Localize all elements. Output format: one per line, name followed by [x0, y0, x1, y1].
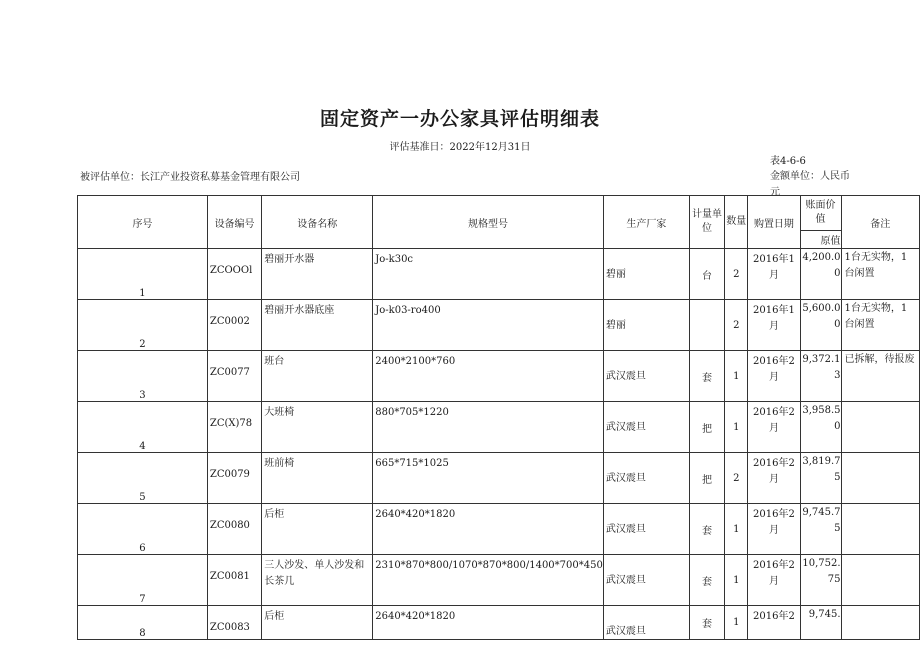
- cell-unit: [689, 300, 724, 351]
- cell-seq: 3: [78, 351, 208, 402]
- cell-unit: 套: [689, 504, 724, 555]
- table-row: [78, 351, 920, 402]
- cell-remark: [841, 606, 919, 640]
- cell-original-value: 10,752.75: [800, 555, 841, 606]
- cell-remark: [841, 453, 919, 504]
- cell-code: ZC0081: [207, 555, 261, 606]
- cell-original-value: 4,200.00: [800, 249, 841, 300]
- cell-remark: 已拆解，待报废: [841, 351, 919, 402]
- table-row: [78, 555, 920, 606]
- cell-model: 2400*2100*760: [373, 351, 604, 402]
- cell-unit: 把: [689, 453, 724, 504]
- cell-qty: 1: [725, 504, 748, 555]
- header-buy-date: 购置日期: [748, 196, 800, 249]
- cell-maker: 武汉震旦: [603, 555, 689, 606]
- cell-qty: 2: [725, 453, 748, 504]
- cell-remark: 1台无实物，1台闲置: [841, 249, 919, 300]
- header-code: 设备编号: [207, 196, 261, 249]
- cell-unit: 把: [689, 402, 724, 453]
- cell-original-value: 3,958.50: [800, 402, 841, 453]
- cell-buy-date: 2016年2月: [748, 555, 800, 606]
- cell-seq: 1: [78, 249, 208, 300]
- cell-name: 后柜: [262, 606, 373, 640]
- table-row: [78, 606, 920, 640]
- evaluation-date: 评估基准日：2022年12月31日: [389, 142, 531, 153]
- cell-code: ZC0080: [207, 504, 261, 555]
- cell-model: 2310*870*800/1070*870*800/1400*700*450: [373, 555, 604, 606]
- table-row: [78, 300, 920, 351]
- cell-maker: 武汉震旦: [603, 402, 689, 453]
- cell-seq: 5: [78, 453, 208, 504]
- cell-buy-date: 2016年2: [748, 606, 800, 640]
- cell-buy-date: 2016年1月: [748, 249, 800, 300]
- cell-buy-date: 2016年2月: [748, 351, 800, 402]
- cell-unit: 套: [689, 351, 724, 402]
- header-name: 设备名称: [262, 196, 373, 249]
- header-model: 规格型号: [373, 196, 604, 249]
- cell-maker: 武汉震旦: [603, 504, 689, 555]
- table-row: [78, 402, 920, 453]
- header-original: 原值: [800, 231, 841, 249]
- cell-name: 后柜: [262, 504, 373, 555]
- header-qty: 数量: [725, 196, 748, 249]
- header-remark: 备注: [841, 196, 919, 249]
- cell-unit: 套: [689, 606, 724, 640]
- cell-remark: 1台无实物，1台闲置: [841, 300, 919, 351]
- cell-buy-date: 2016年1月: [748, 300, 800, 351]
- cell-code: ZC0083: [207, 606, 261, 640]
- cell-qty: 2: [725, 300, 748, 351]
- cell-remark: [841, 504, 919, 555]
- table-row: [78, 453, 920, 504]
- currency-unit: 金额单位：人民币元: [770, 171, 850, 198]
- cell-original-value: 9,745.: [800, 606, 841, 640]
- cell-original-value: 9,372.13: [800, 351, 841, 402]
- cell-model: 2640*420*1820: [373, 504, 604, 555]
- header-seq: 序号: [78, 196, 208, 249]
- cell-maker: 碧丽: [603, 249, 689, 300]
- asset-table: [77, 195, 920, 640]
- cell-code: ZCOOOl: [207, 249, 261, 300]
- cell-seq: 6: [78, 504, 208, 555]
- table-number: 表4-6-6: [770, 156, 806, 167]
- cell-name: 三人沙发、单人沙发和长茶几: [262, 555, 373, 606]
- cell-qty: 1: [725, 606, 748, 640]
- cell-name: 班台: [262, 351, 373, 402]
- cell-code: ZC0002: [207, 300, 261, 351]
- cell-seq: 2: [78, 300, 208, 351]
- page-title: 固定资产一办公家具评估明细表: [319, 108, 600, 130]
- cell-name: 碧丽开水器: [262, 249, 373, 300]
- cell-buy-date: 2016年2月: [748, 504, 800, 555]
- cell-buy-date: 2016年2月: [748, 453, 800, 504]
- cell-qty: 1: [725, 555, 748, 606]
- table-row: [78, 249, 920, 300]
- cell-name: 碧丽开水器底座: [262, 300, 373, 351]
- header-unit: 计量单位: [689, 196, 724, 249]
- cell-unit: 套: [689, 555, 724, 606]
- cell-model: Jo-k30c: [373, 249, 604, 300]
- cell-model: 665*715*1025: [373, 453, 604, 504]
- cell-buy-date: 2016年2月: [748, 402, 800, 453]
- cell-code: ZC0077: [207, 351, 261, 402]
- cell-original-value: 9,745.75: [800, 504, 841, 555]
- cell-maker: 武汉震旦: [603, 453, 689, 504]
- cell-original-value: 5,600.00: [800, 300, 841, 351]
- cell-seq: 8: [78, 606, 208, 640]
- header-book-value: 账面价值: [800, 196, 841, 231]
- cell-model: Jo-k03-ro400: [373, 300, 604, 351]
- cell-code: ZC0079: [207, 453, 261, 504]
- cell-original-value: 3,819.75: [800, 453, 841, 504]
- cell-seq: 7: [78, 555, 208, 606]
- cell-maker: 武汉震旦: [603, 606, 689, 640]
- cell-model: 880*705*1220: [373, 402, 604, 453]
- header-maker: 生产厂家: [603, 196, 689, 249]
- cell-remark: [841, 555, 919, 606]
- cell-model: 2640*420*1820: [373, 606, 604, 640]
- cell-remark: [841, 402, 919, 453]
- cell-qty: 1: [725, 351, 748, 402]
- cell-name: 大班椅: [262, 402, 373, 453]
- cell-unit: 台: [689, 249, 724, 300]
- cell-qty: 2: [725, 249, 748, 300]
- cell-code: ZC(X)78: [207, 402, 261, 453]
- evaluated-entity: 被评估单位：长江产业投资私募基金管理有限公司: [80, 172, 300, 183]
- cell-maker: 碧丽: [603, 300, 689, 351]
- cell-seq: 4: [78, 402, 208, 453]
- table-row: [78, 504, 920, 555]
- cell-maker: 武汉震旦: [603, 351, 689, 402]
- cell-name: 班前椅: [262, 453, 373, 504]
- cell-qty: 1: [725, 402, 748, 453]
